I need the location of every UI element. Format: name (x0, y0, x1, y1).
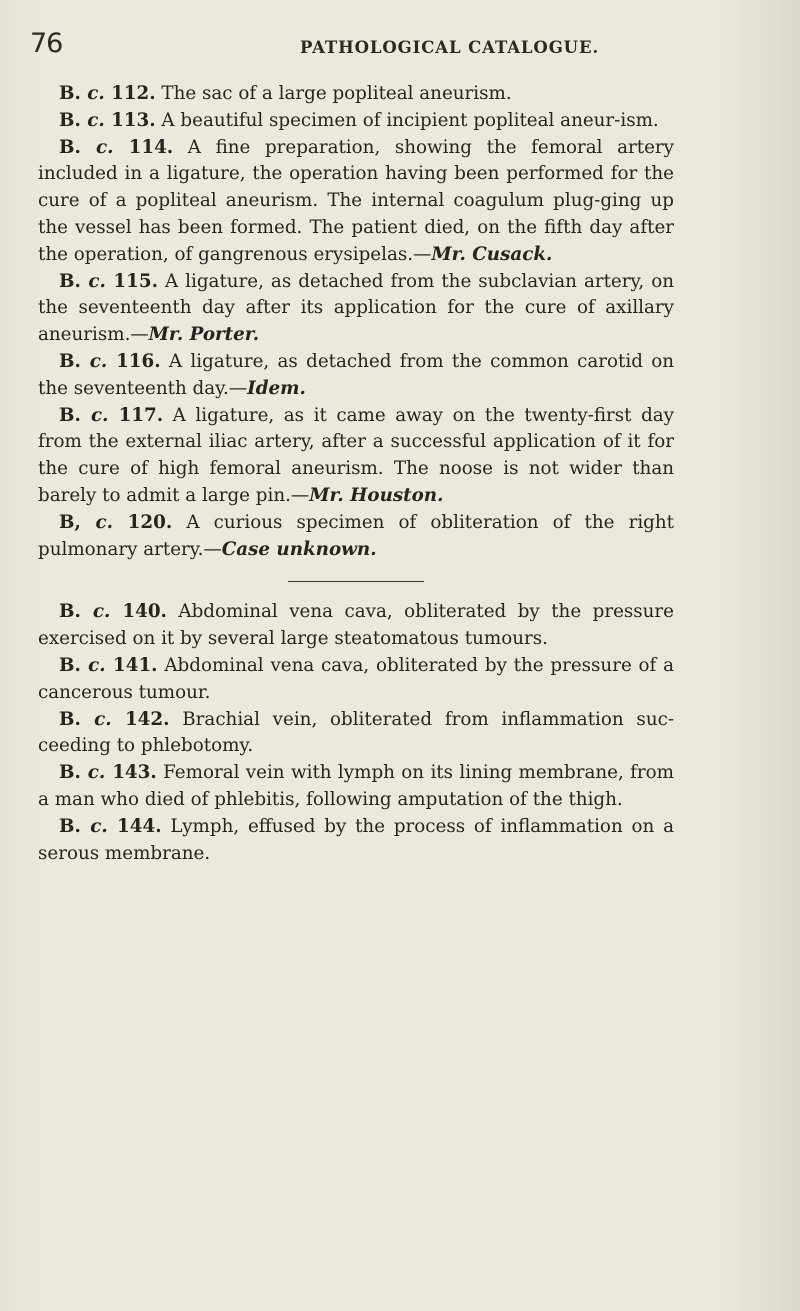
entry-ref-number: 117. (118, 404, 164, 426)
entry-ref-letter: c. (88, 270, 106, 292)
entry-reference (59, 110, 156, 131)
entry-attribution: Mr. Porter. (148, 324, 260, 346)
entry-description: Brachial vein, obliterated from inflammation suc-ceeding to phlebotomy. (38, 708, 675, 757)
entry-ref-letter: c. (87, 83, 105, 104)
catalogue-entry (38, 814, 674, 868)
entry-ref-letter: c. (90, 404, 109, 426)
page-header (30, 28, 750, 62)
catalogue-entry (38, 653, 674, 707)
entry-ref-prefix: B. (59, 815, 81, 837)
entry-reference (59, 655, 158, 676)
entry-ref-letter: c. (94, 708, 112, 730)
entry-description: Abdominal vena cava, obliterated by the pressure exercised on it by several large steatomatous tumours. (38, 601, 674, 650)
entry-reference (59, 512, 172, 533)
entry-reference (59, 405, 163, 426)
entry-reference (59, 137, 173, 158)
catalogue-entry (38, 599, 674, 653)
entry-description: Lymph, effused by the process of inflammation on a serous membrane. (38, 815, 674, 864)
entry-ref-prefix: B. (59, 654, 81, 676)
entry-reference (59, 83, 156, 104)
entry-ref-letter: c. (90, 815, 108, 837)
entry-description: A curious specimen of obliteration of the right pulmonary artery.— (38, 511, 674, 560)
entry-description: A fine preparation, showing the femoral artery included in a ligature, the operation having been performed for the cure of a popliteal aneurism. The internal coagulum plug-ging up the vessel has been formed. The patient died, on the fifth day after the operation, of gangrenous erysipelas.— (38, 136, 674, 265)
section-divider (288, 581, 424, 582)
entry-ref-letter: c. (92, 601, 111, 623)
entry-ref-number: 112. (111, 83, 156, 104)
entry-ref-letter: c. (95, 511, 113, 533)
entry-ref-number: 120. (127, 511, 173, 533)
entry-ref-prefix: B. (59, 350, 81, 372)
entry-ref-number: 142. (124, 708, 170, 730)
entry-ref-prefix: B, (59, 511, 81, 533)
entries-group-arteries (38, 81, 674, 563)
entry-ref-prefix: B. (59, 404, 81, 426)
entry-attribution: Mr. Houston. (309, 484, 444, 506)
entry-description: A beautiful specimen of incipient popliteal aneur-ism. (161, 109, 659, 131)
entry-reference (59, 271, 158, 292)
catalogue-entry (38, 108, 674, 135)
entry-ref-number: 114. (128, 136, 174, 158)
entry-ref-prefix: B. (59, 83, 81, 104)
entry-ref-number: 116. (116, 350, 161, 372)
catalogue-entries (38, 81, 674, 867)
entry-ref-letter: c. (87, 762, 106, 784)
entry-ref-number: 143. (112, 762, 157, 784)
entry-reference (59, 709, 169, 730)
entry-description: A ligature, as detached from the common carotid on the seventeenth day.— (38, 350, 674, 399)
entry-description: A ligature, as it came away on the twenty-first day from the external iliac artery, after a successful application of it for the cure of high femoral aneurism. The noose is not wider than barely to admit a large pin.— (38, 404, 674, 506)
catalogue-entry (38, 707, 674, 761)
entry-attribution: Mr. Cusack. (431, 243, 553, 265)
catalogue-entry (38, 349, 674, 403)
entry-description: Abdominal vena cava, obliterated by the pressure of a cancerous tumour. (38, 654, 674, 703)
catalogue-entry (38, 81, 674, 108)
catalogue-entry (38, 760, 674, 814)
entry-ref-number: 115. (113, 270, 158, 292)
running-head: PATHOLOGICAL CATALOGUE. (300, 38, 600, 57)
entry-ref-prefix: B. (59, 136, 81, 158)
entry-reference (59, 351, 161, 372)
catalogue-entry (38, 269, 674, 349)
entry-ref-number: 113. (111, 109, 156, 131)
entries-group-veins (38, 599, 674, 867)
entry-ref-letter: c. (88, 654, 106, 676)
entry-ref-number: 141. (113, 654, 158, 676)
entry-ref-number: 144. (117, 815, 162, 837)
page-number: 76 (30, 28, 63, 59)
entry-ref-prefix: B. (59, 109, 81, 131)
entry-reference (59, 601, 167, 622)
entry-attribution: Idem. (247, 377, 306, 399)
catalogue-entry (38, 510, 674, 564)
entry-reference (59, 762, 157, 783)
entry-description: A ligature, as detached from the subclavian artery, on the seventeenth day after its application for the cure of axillary aneurism.— (38, 270, 674, 346)
entry-reference (59, 816, 162, 837)
entry-ref-number: 140. (122, 601, 167, 623)
entry-ref-letter: c. (87, 109, 105, 131)
entry-ref-letter: c. (95, 136, 114, 158)
entry-ref-prefix: B. (59, 601, 81, 623)
entry-description: The sac of a large popliteal aneurism. (161, 83, 512, 104)
entry-ref-prefix: B. (59, 708, 81, 730)
entry-attribution: Case unknown. (221, 538, 377, 560)
entry-ref-prefix: B. (59, 762, 81, 784)
catalogue-entry (38, 403, 674, 510)
entry-description: Femoral vein with lymph on its lining membrane, from a man who died of phlebitis, following amputation of the thigh. (38, 762, 674, 810)
entry-ref-letter: c. (89, 350, 108, 372)
entry-ref-prefix: B. (59, 270, 81, 292)
catalogue-entry (38, 135, 674, 269)
